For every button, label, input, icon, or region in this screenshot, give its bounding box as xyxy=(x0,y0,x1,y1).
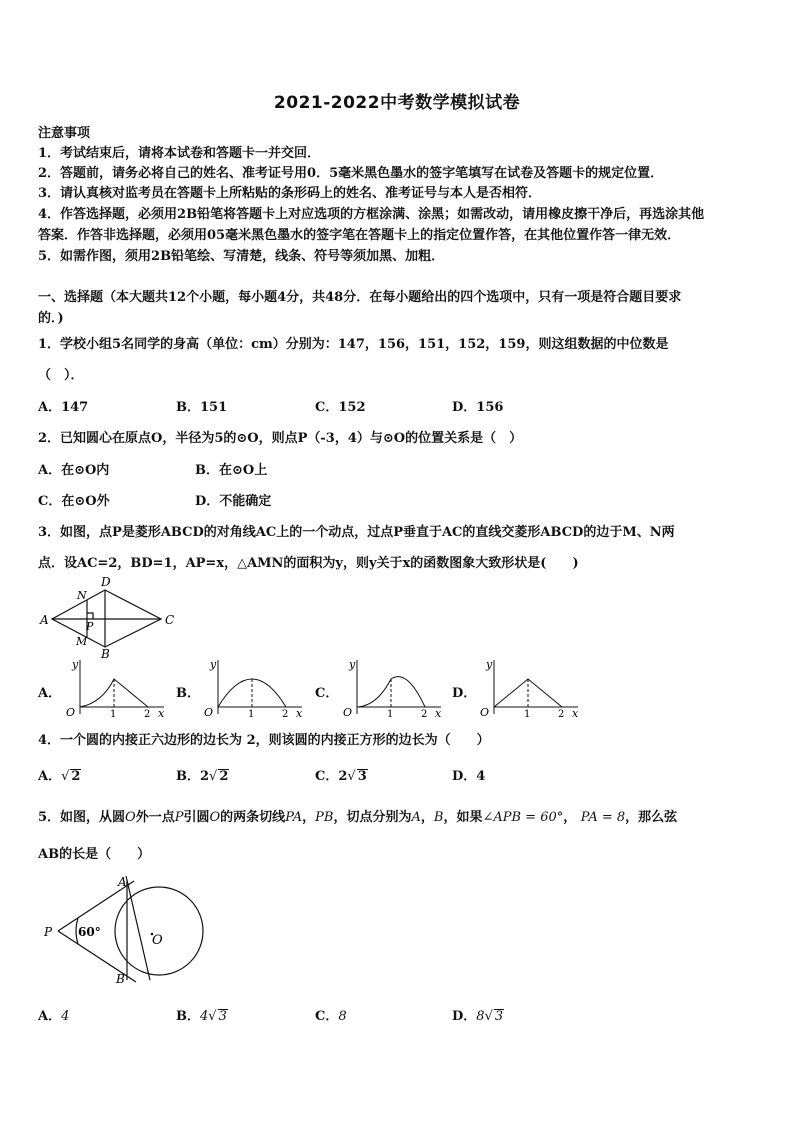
q5-option-d: D．8√ 3 xyxy=(452,1009,504,1024)
label-p: P xyxy=(44,925,53,939)
y-axis-label: y xyxy=(349,658,356,671)
y-axis-label: y xyxy=(210,658,217,671)
q2-option-a: A．在⊙O内 xyxy=(38,463,110,478)
y-axis-label: y xyxy=(72,658,79,671)
tick-2: 2 xyxy=(558,709,565,718)
x-axis-label: x xyxy=(158,707,165,718)
label-p: P xyxy=(86,620,94,633)
section-heading: 一、选择题（本大题共12个小题，每小题4分，共48分．在每小题给出的四个选项中，只有一项是符合题目要求 xyxy=(38,290,682,305)
note-item: 2．答题前，请务必将自己的姓名、准考证号用0．5毫米黑色墨水的签字笔填写在试卷及答题卡的规定位置． xyxy=(38,166,664,181)
q3-graph-b xyxy=(198,656,308,718)
q3-stem-line1: 3．如图，点P是菱形ABCD的对角线AC上的一个动点，过点P垂直于AC的直线交菱形ABCD的边于M、N两 xyxy=(38,525,675,540)
origin-label: O xyxy=(66,706,76,718)
label-c: C xyxy=(165,613,175,627)
y-axis-label: y xyxy=(486,658,493,671)
q3-option-b: B． xyxy=(176,686,200,701)
q5-option-a: A．4 xyxy=(38,1009,70,1024)
section-heading-cont: 的．) xyxy=(38,311,64,326)
label-b: B xyxy=(101,647,110,660)
q1-option-a: A．147 xyxy=(38,400,89,415)
q1-option-d: D．156 xyxy=(452,400,504,415)
note-item: 1．考试结束后，请将本试卷和答题卡一并交回． xyxy=(38,146,321,161)
q3-stem-line2: 点．设AC=2，BD=1，AP=x，△AMN的面积为y，则y关于x的函数图象大致形状是( ) xyxy=(38,556,579,571)
label-b: B xyxy=(116,972,125,986)
q1-stem: 1．学校小组5名同学的身高（单位：cm）分别为：147，156，151，152，159，则这组数据的中位数是 xyxy=(38,337,669,352)
q5-option-b: B．4√ 3 xyxy=(176,1009,227,1024)
angle-label: 60° xyxy=(78,925,101,939)
label-m: M xyxy=(76,635,88,648)
tick-1: 1 xyxy=(524,709,531,718)
origin-label: O xyxy=(480,706,490,718)
q3-option-c: C． xyxy=(315,686,339,701)
q3-graph-d xyxy=(474,656,590,718)
tangent-figure xyxy=(38,870,218,990)
label-a: A xyxy=(40,613,49,627)
tick-1: 1 xyxy=(248,709,255,718)
label-d: D xyxy=(101,575,111,589)
q2-option-b: B．在⊙O上 xyxy=(195,463,268,478)
x-axis-label: x xyxy=(572,707,579,718)
x-axis-label: x xyxy=(296,707,303,718)
tick-2: 2 xyxy=(144,709,151,718)
note-item: 3．请认真核对监考员在答题卡上所粘贴的条形码上的姓名、准考证号与本人是否相符． xyxy=(38,186,542,201)
q3-option-a: A． xyxy=(38,686,62,701)
q3-graph-a xyxy=(60,656,170,718)
q4-stem: 4．一个圆的内接正六边形的边长为 2，则该圆的内接正方形的边长为（ ） xyxy=(38,733,490,748)
label-o: O xyxy=(152,933,163,948)
label-a: A xyxy=(118,875,127,889)
note-item: 5．如需作图，须用2B铅笔绘、写清楚，线条、符号等须加黑、加粗． xyxy=(38,249,445,264)
q5-stem-line1: 5．如图，从圆O外一点P引圆O的两条切线PA，PB，切点分别为A，B，如果∠APB = 60°， PA = 8，那么弦 xyxy=(38,810,678,825)
q3-option-d: D． xyxy=(452,686,477,701)
rhombus-figure xyxy=(36,574,186,660)
notes-heading: 注意事项 xyxy=(38,126,91,141)
page-title: 2021-2022中考数学模拟试卷 xyxy=(273,93,521,113)
q1-blank: （ ）． xyxy=(38,368,84,383)
origin-label: O xyxy=(343,706,353,718)
q2-option-d: D．不能确定 xyxy=(195,494,272,509)
q5-option-c: C．8 xyxy=(315,1009,347,1024)
tick-1: 1 xyxy=(387,709,394,718)
q1-option-b: B．151 xyxy=(176,400,228,415)
tick-2: 2 xyxy=(421,709,428,718)
tick-1: 1 xyxy=(110,709,117,718)
origin-label: O xyxy=(204,706,214,718)
q4-option-a: A．√ 2 xyxy=(38,769,81,784)
q2-stem: 2．已知圆心在原点O，半径为5的⊙O，则点P（-3，4）与⊙O的位置关系是（ ） xyxy=(38,431,523,446)
q4-option-d: D．4 xyxy=(452,769,486,784)
note-item: 4．作答选择题，必须用2B铅笔将答题卡上对应选项的方框涂满、涂黑；如需改动，请用橡皮擦干净后，再选涂其他 xyxy=(38,207,705,222)
q4-option-c: C．2√ 3 xyxy=(315,769,367,784)
tick-2: 2 xyxy=(282,709,289,718)
q3-graph-c xyxy=(337,656,447,718)
q4-option-b: B．2√ 2 xyxy=(176,769,229,784)
label-n: N xyxy=(77,589,87,602)
note-item: 答案．作答非选择题，必须用05毫米黑色墨水的签字笔在答题卡上的指定位置作答，在其他位置作答一律无效． xyxy=(38,228,681,243)
x-axis-label: x xyxy=(435,707,442,718)
q5-stem-line2: AB的长是（ ） xyxy=(38,847,151,862)
q2-option-c: C．在⊙O外 xyxy=(38,494,110,509)
q1-option-c: C．152 xyxy=(315,400,366,415)
